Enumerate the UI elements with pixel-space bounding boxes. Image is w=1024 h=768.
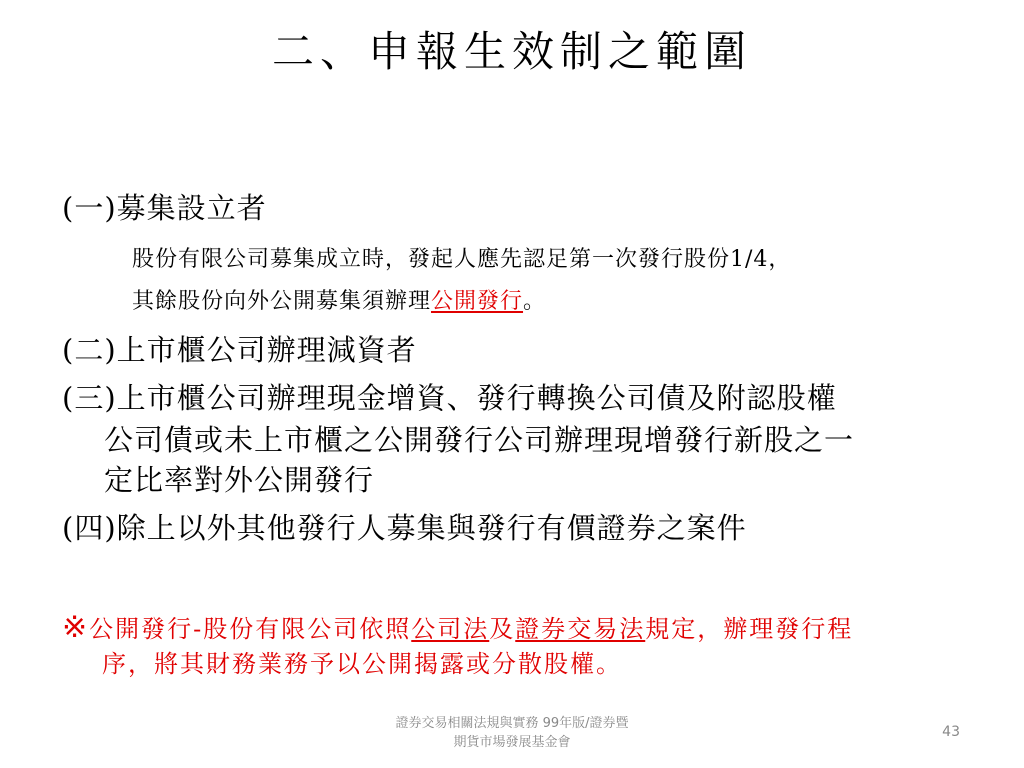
footer-line-2: 期貨市場發展基金會	[453, 735, 571, 750]
company-act-link: 公司法	[411, 615, 490, 643]
securities-exchange-act-link: 證券交易法	[515, 615, 646, 643]
item-1-detail-line-2	[132, 282, 546, 322]
item-2-heading: (二)上市櫃公司辦理減資者	[62, 333, 417, 367]
item-1-heading: (一)募集設立者	[62, 191, 267, 225]
item-1-detail-prefix: 其餘股份向外公開募集須辦理	[132, 289, 432, 314]
note-text-3: 規定，辦理發行程	[645, 615, 854, 643]
page-number: 43	[942, 724, 960, 740]
footer	[300, 714, 724, 752]
item-3-line-2: 公司債或未上市櫃之公開發行公司辦理現增發行新股之一	[104, 423, 855, 457]
footer-line-1: 證券交易相關法規與實務 99年版/證券暨	[395, 716, 629, 731]
item-1-detail-line-1: 股份有限公司募集成立時，發起人應先認足第一次發行股份1/4，	[132, 247, 792, 272]
item-3-line-1: (三)上市櫃公司辦理現金增資、發行轉換公司債及附認股權	[62, 381, 837, 415]
item-4-heading: (四)除上以外其他發行人募集與發行有價證券之案件	[62, 511, 747, 545]
slide-title: 二、申報生效制之範圍	[271, 27, 752, 76]
note-text-2: 及	[489, 615, 516, 643]
public-offering-highlight: 公開發行	[431, 289, 524, 314]
note-line-1	[62, 608, 853, 649]
item-3-line-3: 定比率對外公開發行	[104, 463, 375, 497]
reference-mark-icon: ※	[62, 610, 90, 645]
item-1-detail-suffix: 。	[523, 289, 547, 314]
note-line-2: 序，將其財務業務予以公開揭露或分散股權。	[102, 650, 622, 678]
note-text-1: 公開發行-股份有限公司依照	[89, 615, 412, 643]
